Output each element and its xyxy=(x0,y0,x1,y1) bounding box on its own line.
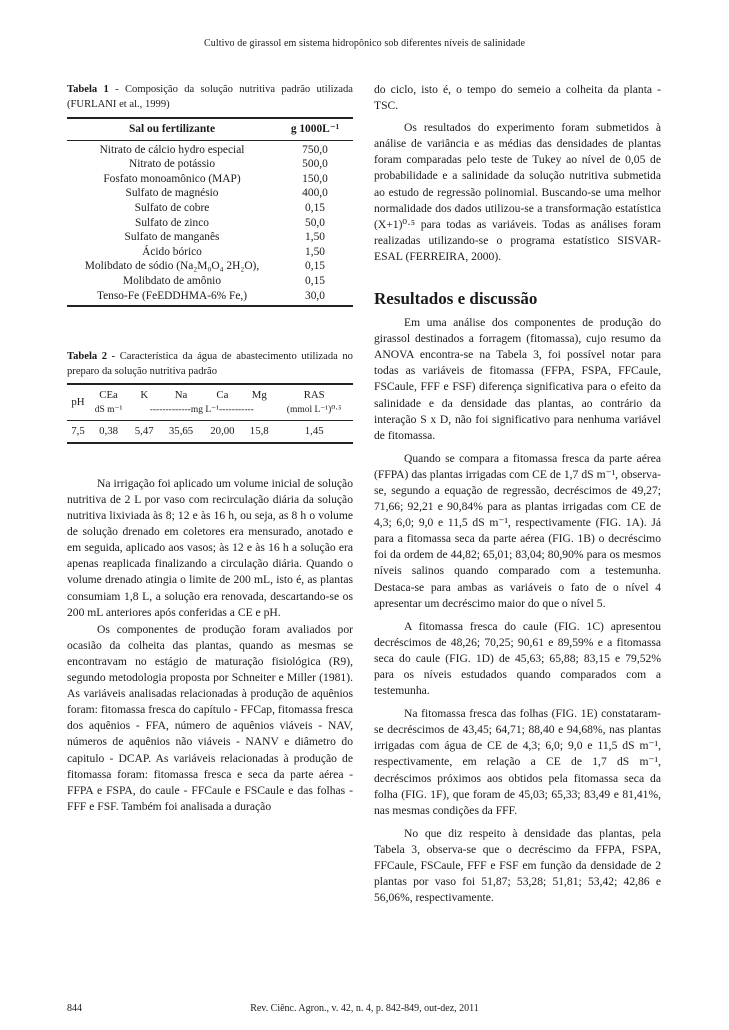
table2-value-na: 35,65 xyxy=(168,425,194,438)
table2-caption: Tabela 2 - Característica da água de abastecimento utilizada no preparo da solução nutritiva padrão xyxy=(67,351,353,378)
table2-header-row xyxy=(67,384,353,403)
table2-header-cea: CEa xyxy=(99,389,118,402)
paragraph-production-components: Os componentes de produção foram avaliados por ocasião da colheita das plantas, quando as mesmas se encontravam no estágio de maturação fisiológica (R9), segundo metodologia proposta por Schneiter e Miller (1981). As variáveis analisadas relacionadas à produção de aquênios foram: fitomassa fresca do capítulo - FFCap, fitomassa fresca dos aquênios - FFA, número de aquênios viáveis - NAV, números de aquênios não viáveis - NANV e diâmetro do capitulo - DCAP. As variáveis relacionadas à produção de fitomassa foram: fitomassa fresca e seca da parte aérea - FFPA e FSPA, do caule - FFCaule e FSCaule e das folhas - FFF e FSF. Também foi analisada a duração xyxy=(67,622,353,813)
table2-value-ca: 20,00 xyxy=(210,425,235,438)
table1-row xyxy=(67,259,353,274)
table1-header-row xyxy=(67,118,353,140)
table2-values-row xyxy=(67,421,353,442)
table1-salt-cell: Sulfato de manganês xyxy=(124,231,220,244)
table2-unit-mg: -------------mg L⁻¹----------- xyxy=(149,404,254,415)
table2 xyxy=(67,383,353,442)
table2-value-ras: 1,45 xyxy=(304,425,324,438)
journal-citation: Rev. Ciênc. Agron., v. 42, n. 4, p. 842-849, out-dez, 2011 xyxy=(250,1003,479,1014)
table2-units-row xyxy=(67,403,353,421)
paragraph-results-caule: A fitomassa fresca do caule (FIG. 1C) apresentou decréscimos de 48,26; 70,25; 90,61 e 89,59% e a fitomassa seca do caule (FIG. 1D) de 45,63; 65,88; 83,15 e 79,52% para os níveis estudados quando comparados com a testemunha. xyxy=(374,619,661,698)
table1-amount-cell: 1,50 xyxy=(305,245,325,258)
running-header: Cultivo de girassol em sistema hidropônico sob diferentes níveis de salinidade xyxy=(203,38,526,49)
table2-header-k: K xyxy=(140,389,149,402)
table2-header-mg: Mg xyxy=(251,389,267,402)
table2-unit-cea: dS m⁻¹ xyxy=(94,404,123,415)
table2-header-ras: RAS xyxy=(303,389,325,402)
paragraph-results-ffpa: Quando se compara a fitomassa fresca da parte aérea (FFPA) das plantas irrigadas com CE de 1,7 dS m⁻¹, observa-se, segundo a equação de regressão, decréscimos de 49,27; 71,66; 92,21 e 90,84% para as plantas irrigadas com CE de 4,3; 6,0; 9,0 e 11,5 dS m⁻¹, respectivamente (FIG. 1A). Já para a fitomassa seca da parte aérea (FIG. 1B) o decréscimo foi da ordem de 44,82; 65,01; 83,04; 80,90% para os mesmos níveis salinos quando comparado com a testemunha. Destaca-se para ambas as variáveis o fato de o nível 4 apresentar um decréscimo maior do que o nível 5. xyxy=(374,451,661,610)
table1-salt-cell: Nitrato de potássio xyxy=(128,158,216,171)
table1-header-amount: g 1000L⁻¹ xyxy=(290,123,340,135)
table1-salt-cell: Molibdato de sódio (Na₂M₀O₄ 2H₂O), xyxy=(84,260,260,273)
table1-row xyxy=(67,201,353,216)
table1-salt-cell: Ácido bórico xyxy=(142,245,202,258)
table1-salt-cell: Molibdato de amônio xyxy=(122,274,222,287)
section-title: Resultados e discussão xyxy=(374,289,538,309)
table1-row xyxy=(67,245,353,260)
paragraph-irrigation: Na irrigação foi aplicado um volume inicial de solução nutritiva de 2 L por vaso com recirculação diária da solução nutritiva lixiviada às 8; 12 e às 16 h, ou seja, as 8 h o volume de solução drenado em coletores era mensurado, anotado e em seguida, aplicado aos vasos; às 12 e às 16 h a solução era apenas reaplicada finalizando a circulação diária. Quando o volume drenado atingia o limite de 200 mL, isto é, as plantas consumiam 1,8 L, a solução era renovada, descartando-se os 200 mL anteriores após conferidas a CE e pH. xyxy=(67,476,353,619)
table2-label: Tabela 2 - xyxy=(67,351,116,363)
table2-value-mg: 15,8 xyxy=(249,425,269,438)
table1-header-salt: Sal ou fertilizante xyxy=(128,123,216,135)
table2-header-ca: Ca xyxy=(216,389,229,402)
table1-row xyxy=(67,172,353,187)
table1-row xyxy=(67,274,353,289)
paragraph-results-density: No que diz respeito à densidade das plantas, pela Tabela 3, observa-se que o decréscimo da FFPA, FSPA, FFCaule, FSCaule, FFF e FSF em função da densidade de 2 plantas por vaso foi 51,87; 53,28; 51,81; 53,42; 42,86 e 56,06%, respectivamente. xyxy=(374,826,661,905)
paragraph-statistics: Os resultados do experimento foram submetidos à análise de variância e as médias das densidades de plantas foram comparadas pelo teste de Tukey ao nível de 0,05 de probabilidade e a salinidade da solução nutritiva submetida ao estudo de regressão polinomial. Buscando-se uma melhor normalidade dos dados utilizou-se a transformação estatística (X+1)⁰·⁵ para todas as variáveis. Todas as análises foram realizadas utilizando-se o programa estatístico SISVAR-ESAL (FERREIRA, 2000). xyxy=(374,121,661,263)
table1-salt-cell: Tenso-Fe (FeEDDHMA-6% Fe,) xyxy=(96,289,248,302)
table2-header-na: Na xyxy=(174,389,188,402)
page-number: 844 xyxy=(67,1003,82,1014)
table1-row xyxy=(67,289,353,304)
table1-amount-cell: 50,0 xyxy=(305,216,325,229)
table1-row xyxy=(67,186,353,201)
table1-amount-cell: 150,0 xyxy=(302,172,328,185)
paragraph-results-folhas: Na fitomassa fresca das folhas (FIG. 1E) constataram-se decréscimos de 43,45; 64,71; 88,40 e 94,68%, nas plantas irrigadas com água de CE de 4,3; 6,0; 9,0 e 11,5 dS m⁻¹, respectivamente, em relação a CE de 1,7 dS m⁻¹, decréscimos próximos aos obtidos pela fitomassa seca da folha (FIG. 1F), que foram de 45,03; 65,33; 83,49 e 81,41%, nas mesmas condições da FFF. xyxy=(374,707,661,817)
table1-amount-cell: 400,0 xyxy=(302,187,328,200)
right-column xyxy=(374,82,661,906)
table1-salt-cell: Sulfato de magnésio xyxy=(125,187,219,200)
table1-salt-cell: Fosfato monoamônico (MAP) xyxy=(103,172,241,185)
table1-amount-cell: 750,0 xyxy=(302,143,328,156)
table2-ph-header: pH xyxy=(71,396,85,409)
table1-row xyxy=(67,140,353,157)
table2-bottom-rule xyxy=(67,442,353,444)
table1 xyxy=(67,117,353,303)
table1-bottom-rule xyxy=(67,305,353,307)
table1-amount-cell: 30,0 xyxy=(305,289,325,302)
table2-value-ph: 7,5 xyxy=(71,425,85,438)
table1-row xyxy=(67,230,353,245)
table1-row xyxy=(67,157,353,172)
table1-salt-cell: Sulfato de cobre xyxy=(134,201,210,214)
table2-unit-ras: (mmol L⁻¹)⁰·⁵ xyxy=(286,404,342,415)
table1-caption: Tabela 1 - Composição da solução nutritiva padrão utilizada (FURLANI et al., 1999) xyxy=(67,84,353,110)
table2-value-cea: 0,38 xyxy=(99,425,119,438)
left-column xyxy=(67,82,353,815)
table2-value-k: 5,47 xyxy=(134,425,154,438)
table1-salt-cell: Sulfato de zinco xyxy=(134,216,210,229)
table1-row xyxy=(67,216,353,231)
paragraph-results-anova: Em uma análise dos componentes de produção do girassol destinados a forragem (fitomassa), cujo resumo da ANOVA encontra-se na Tabela 3, foi possível notar para todas as variáveis de fitomassa (FFPA, FSPA, FFCaule, FSCaule, FFF e FSF) diferença significativa para o efeito da salinidade e da densidade das plantas, ao contrário da interação S x D, não foi significativo para nenhuma variável de fitomassa. xyxy=(374,316,661,442)
table1-amount-cell: 1,50 xyxy=(305,231,325,244)
table1-salt-cell: Nitrato de cálcio hydro especial xyxy=(99,143,245,156)
table1-label: Tabela 1 xyxy=(67,84,109,95)
table1-amount-cell: 0,15 xyxy=(305,201,325,214)
paragraph-cycle: do ciclo, isto é, o tempo do semeio a colheita da planta - TSC. xyxy=(374,83,661,113)
table1-amount-cell: 0,15 xyxy=(305,274,325,287)
table1-amount-cell: 0,15 xyxy=(305,260,325,273)
table1-amount-cell: 500,0 xyxy=(302,158,328,171)
